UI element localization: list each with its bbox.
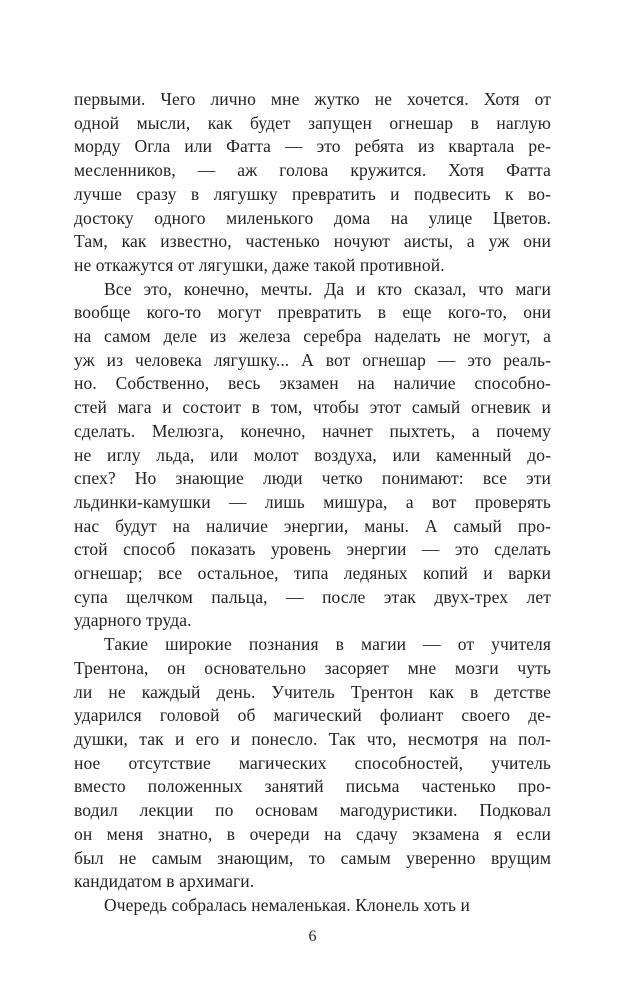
- text-line: душки, так и его и понесло. Так что, несмотря на пол-: [74, 728, 551, 749]
- text-line: огнешар; все остальное, типа ледяных копий и варки: [74, 563, 551, 584]
- text-line: первыми. Чего лично мне жутко не хочется. Хотя от: [74, 89, 551, 109]
- text-line: водил лекции по основам магодуристики. Подковал: [74, 800, 551, 821]
- text-line: но. Собственно, весь экзамен на наличие способно-: [74, 373, 551, 394]
- text-line: Очередь собралась немаленькая. Клонель хоть и: [104, 894, 470, 915]
- text-line: ли не каждый день. Учитель Трентон как в детстве: [74, 681, 551, 702]
- text-line: льдинки-камушки — лишь мишура, а вот проверять: [74, 491, 551, 512]
- text-line: уж из человека лягушку... А вот огнешар — это реаль-: [74, 349, 551, 370]
- text-line: ударился головой об магический фолиант своего де-: [74, 705, 551, 726]
- text-line: был не самым знающим, то самым уверенно врущим: [74, 847, 551, 868]
- text-line: он меня знатно, в очереди на сдачу экзамена я если: [74, 823, 551, 844]
- text-line: ударного труда.: [74, 610, 192, 631]
- text-line: морду Огла или Фатта — это ребята из квартала ре-: [74, 136, 551, 157]
- text-line: Все это, конечно, мечты. Да и кто сказал, что маги: [104, 278, 551, 299]
- text-line: не откажутся от лягушки, даже такой противной.: [74, 254, 445, 275]
- text-line: сделать. Мелюзга, конечно, начнет пыхтеть, а почему: [74, 420, 551, 441]
- page-number: 6: [308, 927, 317, 945]
- text-line: Трентона, он основательно засоряет мне мозги чуть: [74, 657, 551, 678]
- text-line: месленников, — аж голова кружится. Хотя Фатта: [74, 160, 551, 181]
- text-line: кандидатом в архимаги.: [74, 871, 255, 892]
- text-line: стой способ показать уровень энергии — это сделать: [74, 539, 551, 560]
- text-line: спех? Но знающие люди четко понимают: все эти: [74, 468, 551, 489]
- text-line: нас будут на наличие энергии, маны. А самый про-: [74, 515, 551, 536]
- text-line: не иглу льда, или молот воздуха, или каменный до-: [74, 444, 551, 465]
- text-line: стей мага и состоит в том, чтобы этот самый огневик и: [74, 397, 551, 418]
- text-line: вообще кого-то могут превратить в еще кого-то, они: [74, 302, 551, 323]
- text-line: вместо положенных занятий письма частенько про-: [74, 776, 551, 797]
- text-block: [74, 88, 551, 918]
- text-line: супа щелчком пальца, — после этак двух-трех лет: [74, 586, 551, 607]
- text-line: Такие широкие познания в магии — от учителя: [104, 634, 551, 655]
- text-line: достоку одного миленького дома на улице Цветов.: [74, 207, 551, 228]
- text-line: лучше сразу в лягушку превратить и подвесить к во-: [74, 183, 551, 204]
- text-line: Там, как известно, частенько ночуют аисты, а уж они: [74, 231, 551, 252]
- text-line: на самом деле из железа серебра наделать не могут, а: [74, 326, 551, 347]
- text-line: одной мысли, как будет запущен огнешар в наглую: [74, 112, 551, 133]
- text-line: ное отсутствие магических способностей, учитель: [74, 752, 551, 773]
